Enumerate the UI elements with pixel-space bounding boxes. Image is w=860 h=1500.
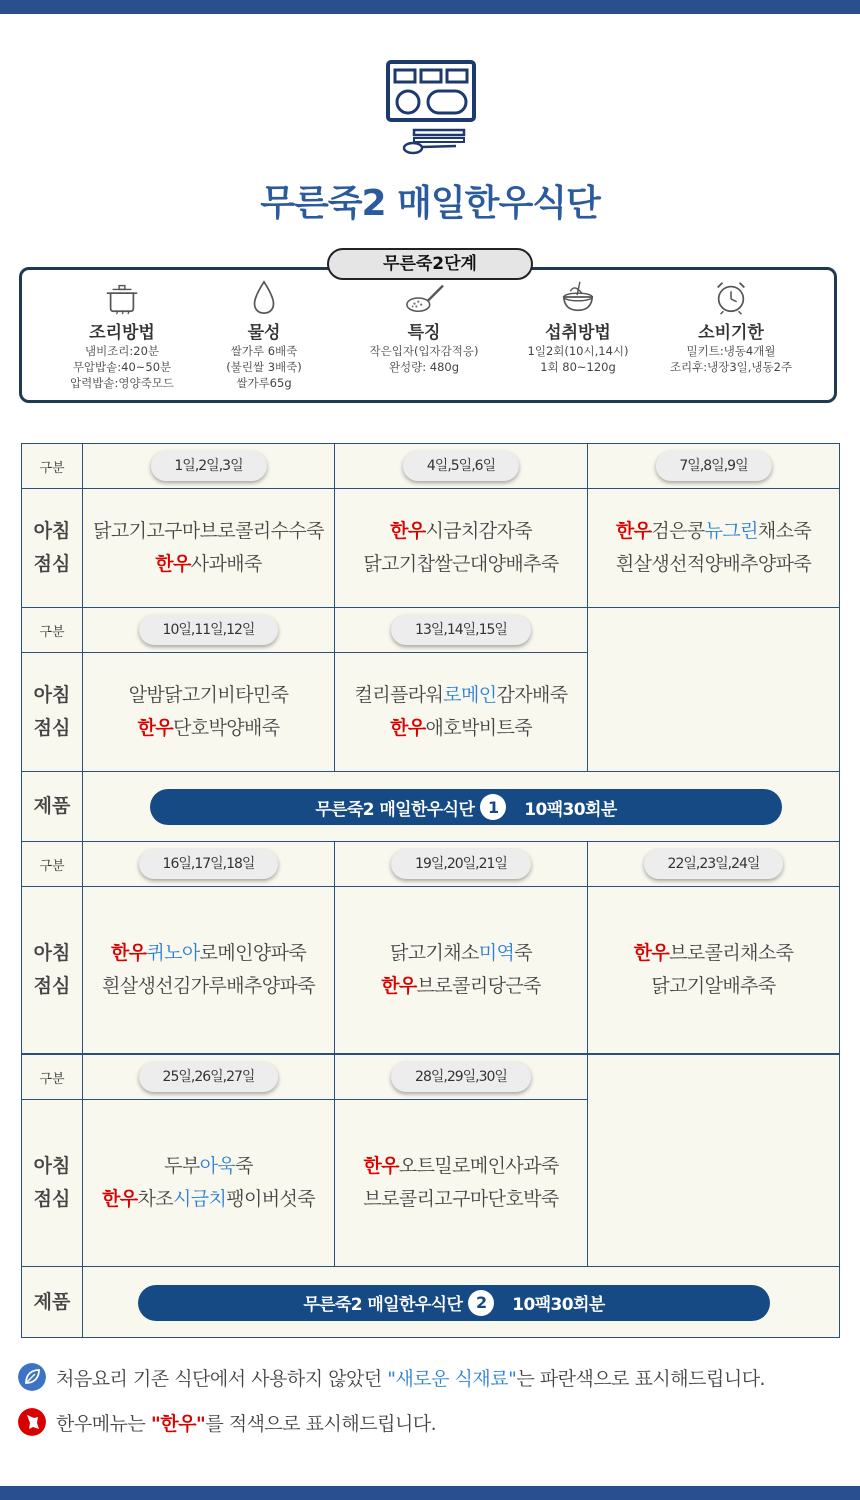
date-cell (587, 443, 840, 489)
menu-cell (334, 1099, 588, 1267)
product-label-text: 제품 (33, 1290, 71, 1313)
bowl-icon (558, 278, 598, 316)
new-ingredient-highlight: 시금치 (172, 1188, 227, 1210)
new-ingredient-highlight: 퀴노아 (146, 942, 200, 964)
info-line: (불린쌀 3배죽) (226, 360, 302, 374)
menu-text: 검은콩 (651, 520, 705, 542)
menu-cell (82, 652, 335, 772)
menu-cell (587, 488, 840, 608)
menu-text: 차조 (137, 1188, 173, 1210)
menu-line (93, 515, 324, 548)
rice-spoon-icon (404, 278, 444, 316)
date-pill: 4일,5일,6일 (403, 451, 519, 481)
info-line: 쌀가루65g (236, 376, 292, 390)
menu-text: 감자배죽 (496, 684, 568, 706)
date-cell (82, 443, 335, 489)
page-title: 무른죽2 매일한우식단 (260, 183, 600, 224)
note-new-ingredient (18, 1363, 765, 1391)
menu-line (381, 970, 541, 1003)
info-column (651, 278, 811, 375)
info-line: 1회 80~120g (540, 360, 616, 374)
new-ingredient-highlight: 로메인 (443, 684, 497, 706)
date-cell (587, 841, 840, 887)
menu-line (129, 679, 289, 712)
menu-text: 닭고기찹쌀근대양배추죽 (363, 553, 559, 575)
product-cell (82, 771, 840, 842)
info-column (42, 278, 202, 391)
note-segment: 한우메뉴는 (56, 1412, 151, 1435)
lunch-label: 점심 (33, 975, 71, 997)
menu-line (102, 1183, 315, 1216)
date-cell (82, 841, 335, 887)
menu-text: 사과배죽 (190, 553, 262, 575)
product-cell (82, 1266, 840, 1338)
empty-cell (587, 1054, 840, 1267)
info-heading: 섭취방법 (545, 323, 611, 343)
hanwoo-highlight: 한우 (101, 1188, 138, 1210)
meal-time-label (21, 488, 83, 608)
menu-text: 컬리플라워 (354, 684, 444, 706)
product-count: 10팩30회분 (512, 1295, 605, 1315)
info-line: 1일2회(10시,14시) (527, 344, 629, 358)
new-ingredient-highlight: 미역 (478, 942, 515, 964)
menu-text: 단호박양배죽 (172, 717, 280, 739)
info-column (344, 278, 504, 375)
info-heading: 소비기한 (698, 323, 764, 343)
meal-time-label (21, 886, 83, 1054)
blue-highlight: "새로운 식재료" (387, 1367, 517, 1390)
menu-text: 브로콜리채소죽 (669, 942, 794, 964)
menu-line (390, 515, 532, 548)
gubun-label: 구분 (21, 841, 83, 887)
hanwoo-highlight: 한우 (110, 942, 147, 964)
product-pill (138, 1285, 770, 1321)
note-segment: 처음요리 기존 식단에서 사용하지 않았던 (56, 1367, 388, 1390)
product-name: 무른죽2 매일한우식단 (303, 1295, 463, 1315)
menu-text: 팽이버섯죽 (226, 1188, 316, 1210)
lunch-label: 점심 (33, 717, 71, 739)
info-line: 밀키트:냉동4개월 (686, 344, 776, 358)
menu-text: 죽 (235, 1155, 253, 1177)
product-number-badge: 2 (468, 1290, 494, 1316)
date-cell (334, 1054, 588, 1100)
product-count: 10팩30회분 (524, 799, 617, 820)
menu-text: 흰살생선적양배추양파죽 (615, 553, 812, 575)
lunch-label: 점심 (33, 1188, 71, 1210)
info-heading: 특징 (407, 323, 441, 343)
drop-icon (244, 278, 284, 316)
product-label (21, 771, 83, 842)
info-heading: 조리방법 (89, 323, 155, 343)
info-line: 냄비조리:20분 (84, 344, 160, 358)
info-line: 조리후:냉장3일,냉동2주 (669, 360, 793, 374)
meal-time-label (21, 652, 83, 772)
info-line: 무압밥솥:40~50분 (72, 360, 172, 374)
top-bar (0, 0, 860, 14)
menu-text: 닭고기알배추죽 (651, 975, 776, 997)
note-segment: 를 적색으로 표시해드립니다. (205, 1412, 437, 1435)
info-column (184, 278, 344, 391)
date-pill: 16일,17일,18일 (139, 849, 279, 879)
menu-text: 채소죽 (757, 520, 812, 542)
product-label-text: 제품 (33, 795, 71, 817)
breakfast-label: 아침 (33, 942, 71, 964)
product-label (21, 1266, 83, 1338)
menu-line (651, 970, 775, 1003)
menu-cell (82, 886, 335, 1054)
meal-time-label (21, 1099, 83, 1267)
note-text (56, 1409, 436, 1436)
menu-text: 닭고기고구마브로콜리수수죽 (93, 520, 324, 542)
info-heading: 물성 (247, 323, 281, 343)
product-pill (150, 789, 782, 825)
pot-icon (102, 278, 142, 316)
menu-line (111, 937, 306, 970)
menu-line (616, 548, 811, 581)
date-cell (334, 841, 588, 887)
new-ingredient-highlight: 뉴그린 (704, 520, 758, 542)
menu-line (634, 937, 794, 970)
info-column (498, 278, 658, 375)
note-hanwoo (18, 1408, 436, 1436)
menu-line (390, 937, 532, 970)
menu-cell (82, 488, 335, 608)
menu-line (164, 1150, 253, 1183)
gubun-label: 구분 (21, 443, 83, 489)
menu-line (390, 712, 532, 745)
meal-table (21, 443, 839, 1337)
breakfast-label: 아침 (33, 1155, 71, 1177)
menu-text: 흰살생선김가루배추양파죽 (101, 975, 316, 997)
empty-cell (587, 607, 840, 772)
hanwoo-highlight: 한우 (389, 520, 426, 542)
menu-text: 죽 (514, 942, 533, 964)
info-line: 작은입자(입자감적응) (369, 344, 479, 358)
menu-text: 브로콜리고구마단호박죽 (363, 1188, 559, 1210)
date-cell (334, 607, 588, 653)
breakfast-label: 아침 (33, 684, 71, 706)
bottom-bar (0, 1486, 860, 1500)
hanwoo-highlight: 한우 (381, 975, 417, 997)
menu-text: 로메인양파죽 (199, 942, 307, 964)
note-text (56, 1364, 765, 1391)
leaf-icon (18, 1363, 46, 1391)
date-cell (334, 443, 588, 489)
menu-text: 브로콜리당근죽 (416, 975, 541, 997)
gubun-label: 구분 (21, 607, 83, 653)
menu-cell (334, 886, 588, 1054)
menu-line (616, 515, 811, 548)
menu-line (363, 1150, 558, 1183)
hanwoo-highlight: 한우 (615, 520, 652, 542)
menu-cell (587, 886, 840, 1054)
date-pill: 25일,26일,27일 (139, 1062, 279, 1092)
menu-line (354, 679, 567, 712)
date-pill: 28일,29일,30일 (391, 1062, 531, 1092)
hanwoo-highlight: 한우 (633, 942, 670, 964)
menu-cell (82, 1099, 335, 1267)
menu-cell (334, 652, 588, 772)
menu-text: 시금치감자죽 (425, 520, 533, 542)
info-line: 압력밥솥:영양죽모드 (70, 376, 174, 390)
beef-icon (18, 1408, 46, 1436)
stage-pill: 무른죽2단계 (327, 248, 533, 280)
hanwoo-highlight: 한우 (137, 717, 173, 739)
date-pill: 22일,23일,24일 (644, 849, 784, 879)
meal-tray-icon (386, 60, 476, 155)
menu-text: 오트밀로메인사과죽 (398, 1155, 559, 1177)
menu-text: 닭고기채소 (389, 942, 479, 964)
menu-cell (334, 488, 588, 608)
red-highlight: "한우" (150, 1412, 206, 1435)
menu-text: 알밤닭고기비타민죽 (128, 684, 289, 706)
date-cell (82, 607, 335, 653)
alarm-clock-icon (711, 278, 751, 316)
gubun-label: 구분 (21, 1054, 83, 1100)
menu-line (155, 548, 262, 581)
info-line: 쌀가루 6배죽 (230, 344, 298, 358)
menu-line (363, 548, 558, 581)
date-pill: 1일,2일,3일 (150, 451, 266, 481)
menu-line (102, 970, 315, 1003)
menu-text: 두부 (164, 1155, 200, 1177)
product-name: 무른죽2 매일한우식단 (315, 799, 475, 820)
note-segment: 는 파란색으로 표시해드립니다. (516, 1367, 766, 1390)
product-number-badge: 1 (480, 794, 506, 820)
breakfast-label: 아침 (33, 520, 71, 542)
menu-line (137, 712, 279, 745)
date-pill: 7일,8일,9일 (655, 451, 771, 481)
menu-text: 애호박비트죽 (425, 717, 533, 739)
hanwoo-highlight: 한우 (363, 1155, 399, 1177)
hanwoo-highlight: 한우 (389, 717, 426, 739)
date-pill: 13일,14일,15일 (391, 615, 531, 645)
new-ingredient-highlight: 아욱 (199, 1155, 236, 1177)
date-pill: 10일,11일,12일 (139, 615, 279, 645)
date-pill: 19일,20일,21일 (391, 849, 531, 879)
menu-line (363, 1183, 558, 1216)
info-line: 완성량: 480g (388, 360, 460, 374)
hanwoo-highlight: 한우 (155, 553, 191, 575)
lunch-label: 점심 (33, 553, 71, 575)
date-cell (82, 1054, 335, 1100)
